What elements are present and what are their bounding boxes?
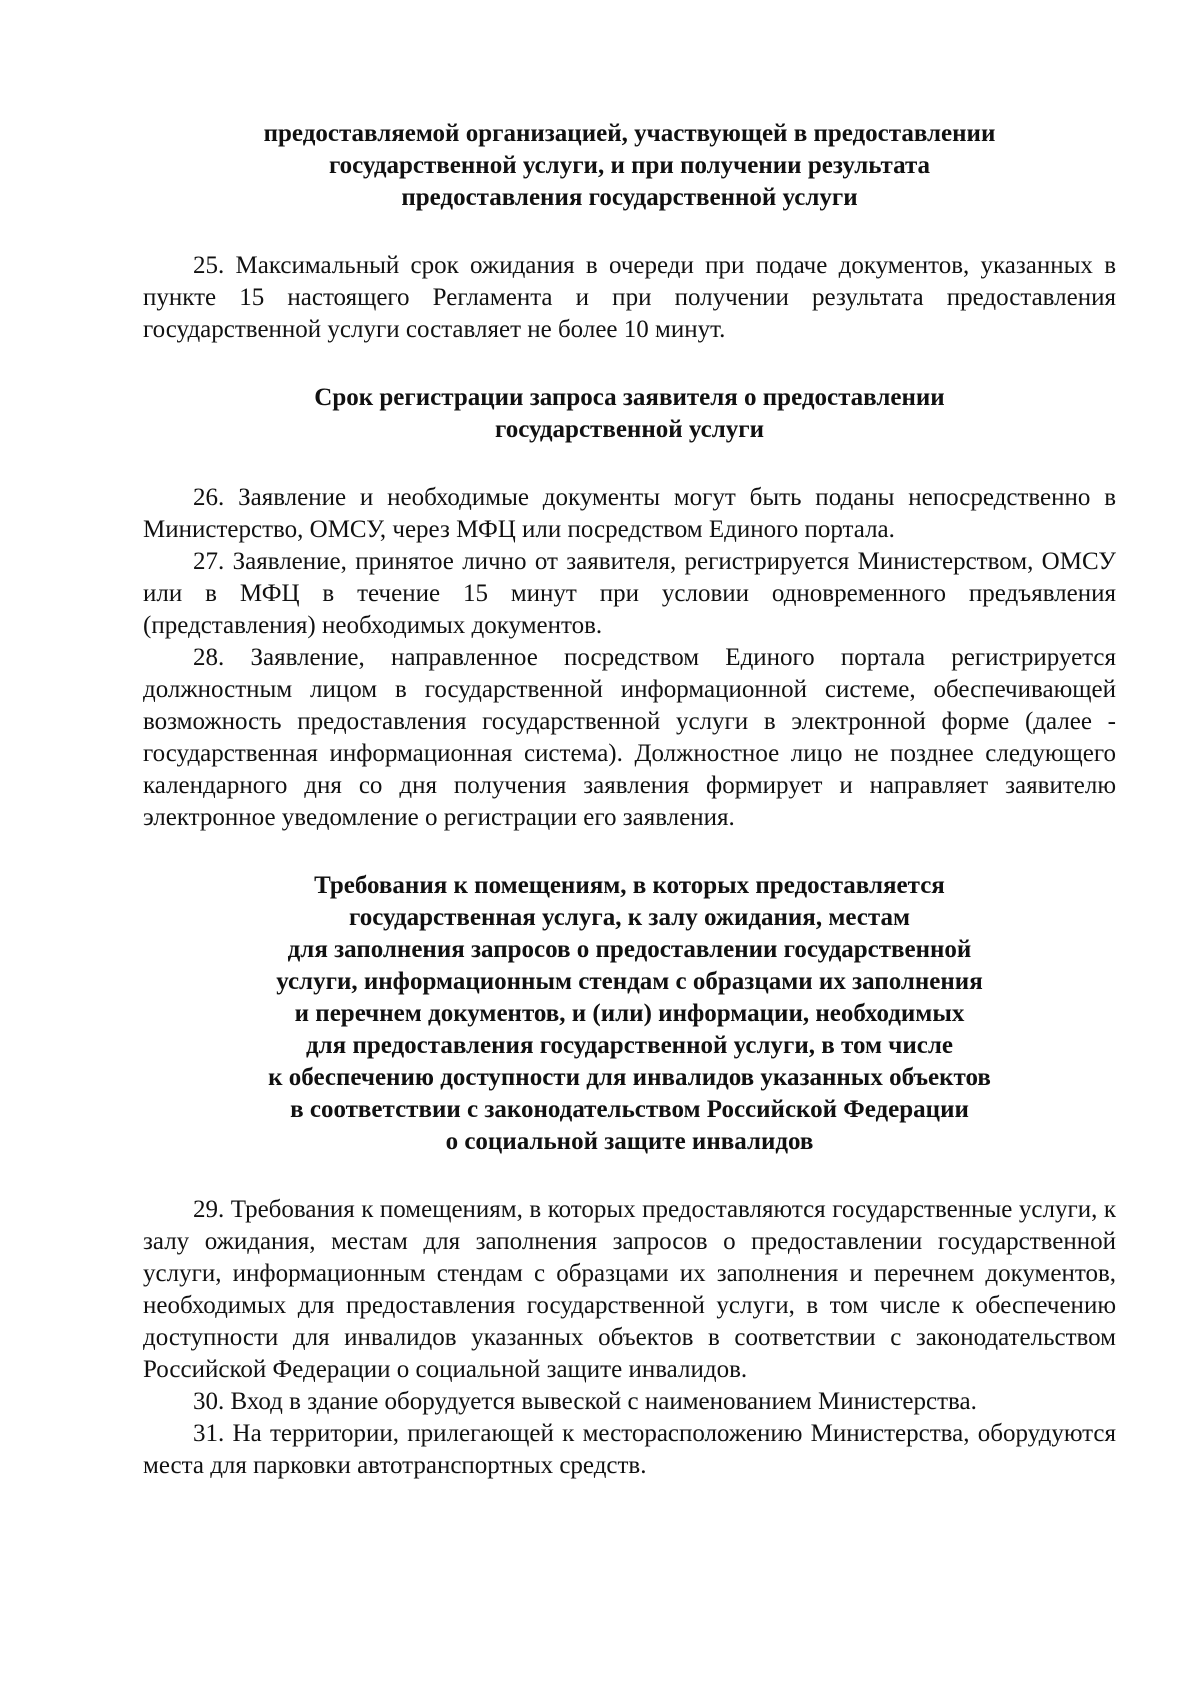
paragraph-27: 27. Заявление, принятое лично от заявителя, регистрируется Министерством, ОМСУ или в МФЦ в течение 15 минут при условии одновременного предъявления (представления) необходимых документов. [143, 548, 1116, 639]
paragraph-28: 28. Заявление, направленное посредством Единого портала регистрируется должностным лицом в государственной информационной системе, обеспечивающей возможность предоставления государственной услуги в электронной форме (далее - государственная информационная система). Должностное лицо не позднее следующего календарного дня со дня получения заявления формирует и направляет заявителю электронное уведомление о регистрации его заявления. [143, 644, 1116, 831]
paragraph-25: 25. Максимальный срок ожидания в очереди при подаче документов, указанных в пункте 15 настоящего Регламента и при получении результата предоставления государственной услуги составляет не более 10 минут. [143, 252, 1116, 343]
heading-line: услуги, информационным стендам с образцами их заполнения [276, 968, 983, 995]
heading-line: предоставления государственной услуги [401, 184, 858, 211]
paragraph-31: 31. На территории, прилегающей к месторасположению Министерства, оборудуются места для парковки автотранспортных средств. [143, 1420, 1116, 1479]
heading-line: государственной услуги [494, 416, 765, 443]
heading-line: в соответствии с законодательством Российской Федерации [290, 1096, 969, 1123]
heading-line: о социальной защите инвалидов [445, 1128, 814, 1155]
paragraph-29: 29. Требования к помещениям, в которых предоставляются государственные услуги, к залу ожидания, местам для заполнения запросов о предоставлении государственной услуги, информационным стендам с образцами их заполнения и перечнем документов, необходимых для предоставления государственной услуги, в том числе к обеспечению доступности для инвалидов указанных объектов в соответствии с законодательством Российской Федерации о социальной защите инвалидов. [143, 1196, 1116, 1383]
heading-line: к обеспечению доступности для инвалидов указанных объектов [268, 1064, 991, 1091]
heading-line: государственной услуги, и при получении результата [328, 152, 931, 179]
heading-line: для предоставления государственной услуги, в том числе [306, 1032, 953, 1059]
heading-line: предоставляемой организацией, участвующей в предоставлении [263, 120, 996, 147]
paragraph-30: 30. Вход в здание оборудуется вывеской с наименованием Министерства. [193, 1388, 977, 1415]
heading-line: государственная услуга, к залу ожидания, местам [349, 904, 910, 931]
paragraph-26: 26. Заявление и необходимые документы могут быть поданы непосредственно в Министерство, ОМСУ, через МФЦ или посредством Единого портала. [143, 484, 1116, 543]
heading-line: для заполнения запросов о предоставлении государственной [287, 936, 972, 963]
heading-line: Срок регистрации запроса заявителя о предоставлении [314, 384, 945, 411]
heading-line: и перечнем документов, и (или) информации, необходимых [294, 1000, 965, 1027]
section-heading-waiting-time [143, 118, 1116, 214]
section-heading-premises-requirements [143, 870, 1116, 1158]
document-page [143, 118, 1116, 1482]
section-heading-registration [143, 382, 1116, 446]
heading-line: Требования к помещениям, в которых предоставляется [314, 872, 945, 899]
